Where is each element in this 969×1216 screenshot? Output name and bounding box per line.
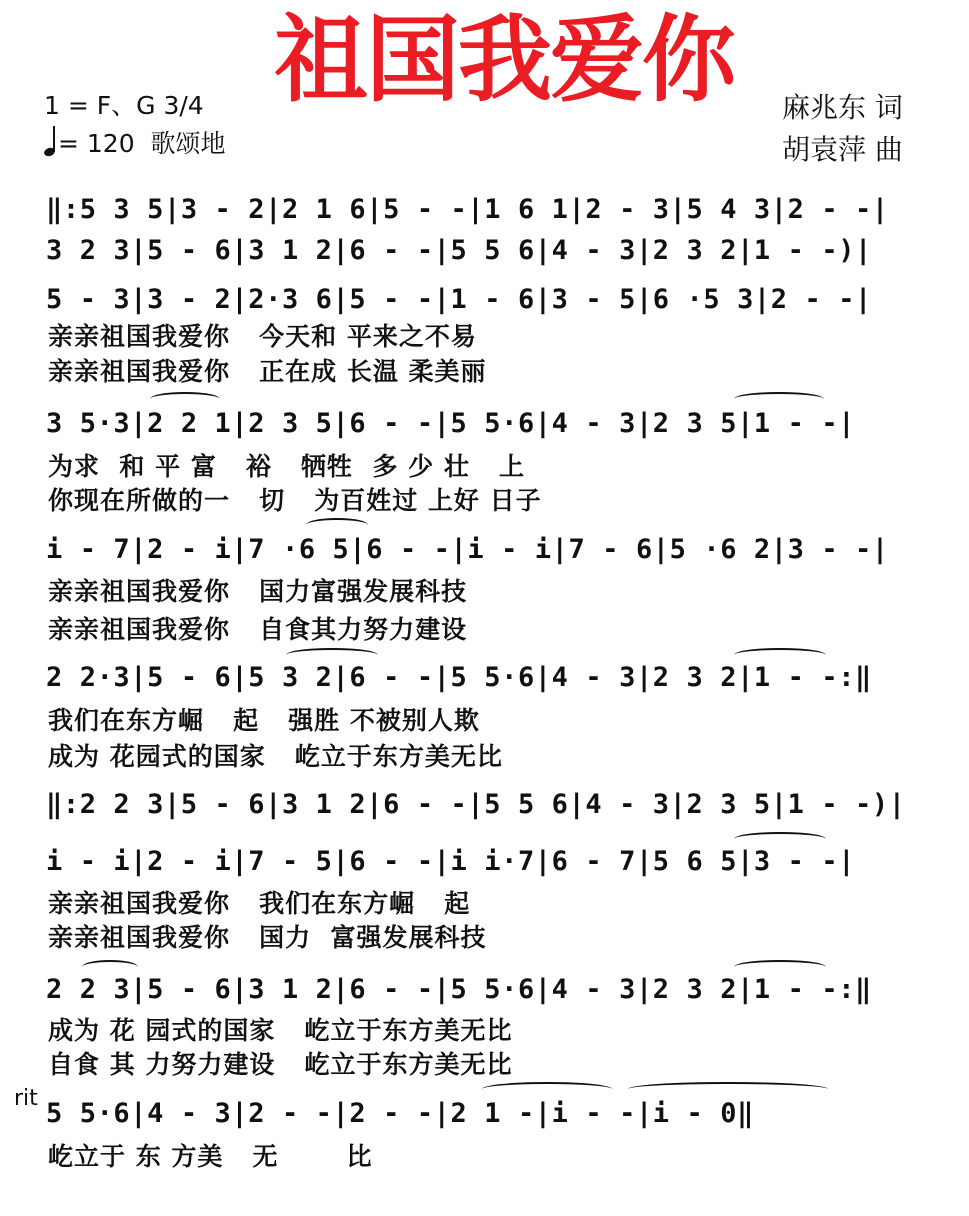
tempo-marking bbox=[44, 124, 226, 160]
slur-mark bbox=[734, 960, 826, 974]
lyric-line-5b: 亲亲祖国我爱你 自食其力努力建设 bbox=[48, 615, 468, 644]
slur-mark bbox=[734, 648, 826, 662]
tie-mark bbox=[482, 1082, 612, 1096]
score-line-2: 3 2 3|5 - 6|3 1 2|6 - -|5 5 6|4 - 3|2 3 2|1 - -)| bbox=[46, 235, 872, 266]
score-line-5: i - 7|2 - i|7 ·6 5|6 - -|i - i|7 - 6|5 ·6 2|3 - -| bbox=[46, 534, 889, 565]
score-line-9: 2 2 3|5 - 6|3 1 2|6 - -|5 5·6|4 - 3|2 3 2|1 - -:‖ bbox=[46, 974, 872, 1005]
lyric-line-5a: 亲亲祖国我爱你 国力富强发展科技 bbox=[48, 577, 468, 606]
slur-mark bbox=[734, 832, 826, 846]
score-line-6: 2 2·3|5 - 6|5 3 2|6 - -|5 5·6|4 - 3|2 3 2|1 - -:‖ bbox=[46, 662, 872, 693]
lyric-line-10: 屹立于 东 方美 无 比 bbox=[48, 1142, 373, 1171]
lyric-line-6b: 成为 花园式的国家 屹立于东方美无比 bbox=[48, 742, 503, 771]
lyric-line-3a: 亲亲祖国我爱你 今天和 平来之不易 bbox=[48, 322, 477, 351]
key-signature: 1 = F、G 3/4 bbox=[44, 91, 204, 120]
lyric-line-9a: 成为 花 园式的国家 屹立于东方美无比 bbox=[48, 1016, 513, 1045]
lyric-line-8b: 亲亲祖国我爱你 国力 富强发展科技 bbox=[48, 923, 487, 952]
lyric-line-6a: 我们在东方崛 起 强胜 不被别人欺 bbox=[48, 706, 480, 735]
score-line-10: 5 5·6|4 - 3|2 - -|2 - -|2 1 -|i - -|i - 0‖ bbox=[46, 1098, 754, 1129]
score-line-4: 3 5·3|2 2 1|2 3 5|6 - -|5 5·6|4 - 3|2 3 5|1 - -| bbox=[46, 408, 856, 439]
lyric-line-9b: 自食 其 力努力建设 屹立于东方美无比 bbox=[48, 1050, 513, 1079]
tempo-expression: 歌颂地 bbox=[150, 129, 226, 158]
lyric-line-8a: 亲亲祖国我爱你 我们在东方崛 起 bbox=[48, 889, 471, 918]
composer-credit: 胡袁萍 曲 bbox=[782, 133, 903, 166]
score-line-3: 5 - 3|3 - 2|2·3 6|5 - -|1 - 6|3 - 5|6 ·5 3|2 - -| bbox=[46, 284, 872, 315]
slur-mark bbox=[82, 960, 138, 974]
slur-mark bbox=[286, 648, 378, 662]
lyric-line-4b: 你现在所做的一 切 为百姓过 上好 日子 bbox=[48, 486, 542, 515]
score-line-7: ‖:2 2 3|5 - 6|3 1 2|6 - -|5 5 6|4 - 3|2 3 5|1 - -)| bbox=[46, 789, 906, 820]
lyric-line-4a: 为求 和 平 富 裕 牺牲 多 少 壮 上 bbox=[48, 452, 525, 481]
tie-mark bbox=[628, 1082, 828, 1096]
tempo-value: = 120 bbox=[58, 129, 135, 158]
slur-mark bbox=[734, 392, 824, 406]
lyricist-credit: 麻兆东 词 bbox=[782, 91, 903, 124]
score-line-8: i - i|2 - i|7 - 5|6 - -|i i·7|6 - 7|5 6 5|3 - -| bbox=[46, 846, 856, 877]
quarter-note-icon bbox=[44, 126, 56, 156]
ritardando-mark: rit bbox=[14, 1086, 38, 1111]
slur-mark bbox=[150, 392, 220, 406]
slur-mark bbox=[306, 518, 368, 532]
song-title: 祖国我爱你 bbox=[274, 6, 735, 115]
score-line-1: ‖:5 3 5|3 - 2|2 1 6|5 - -|1 6 1|2 - 3|5 4 3|2 - -| bbox=[46, 194, 889, 225]
lyric-line-3b: 亲亲祖国我爱你 正在成 长温 柔美丽 bbox=[48, 357, 487, 386]
